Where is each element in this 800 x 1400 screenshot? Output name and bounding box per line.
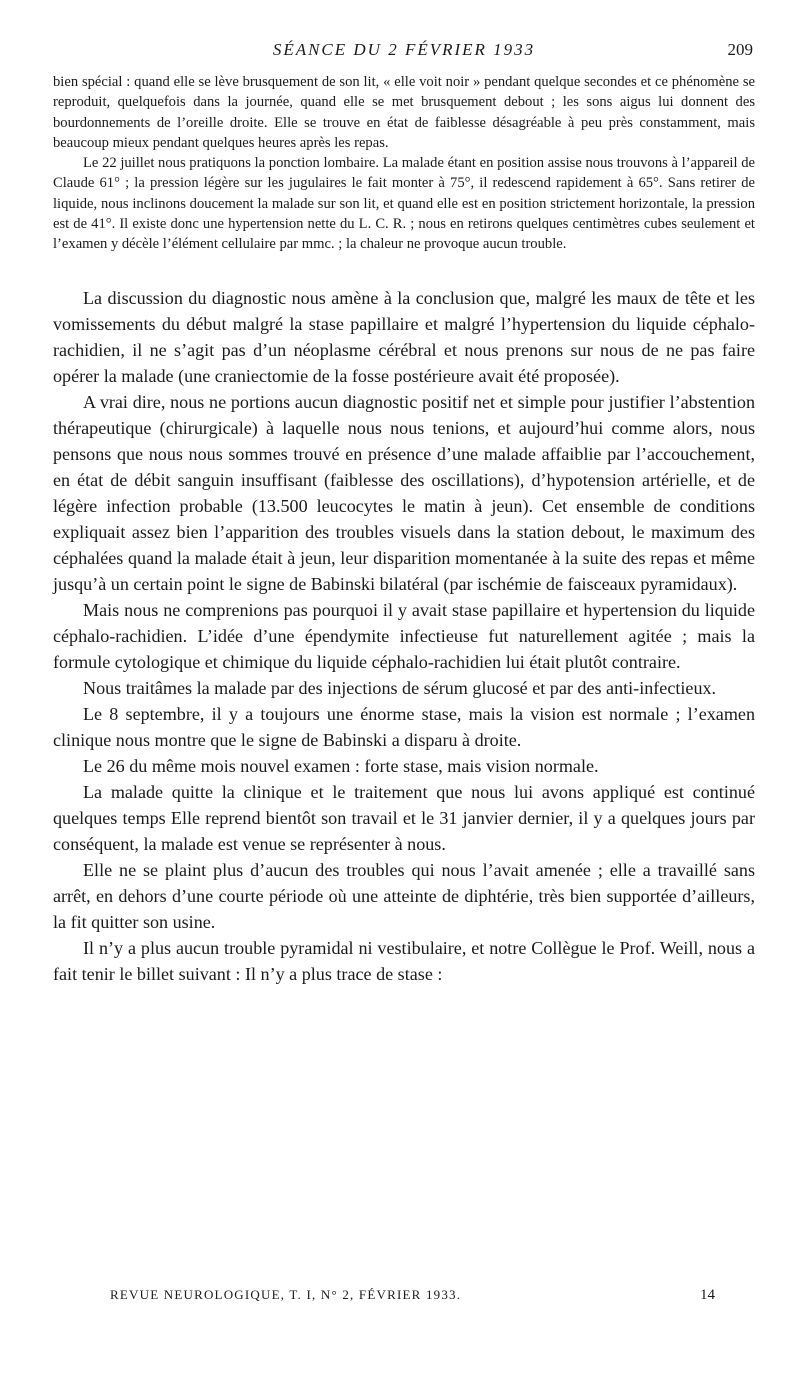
page-number: 209 [727, 40, 753, 59]
page [53, 40, 755, 1360]
discussion-text [53, 285, 755, 987]
body-paragraph: A vrai dire, nous ne portions aucun diagnostic positif net et simple pour justifier l’abstention thérapeutique (chirurgicale) à laquelle nous nous tenions, et aujourd’hui comme alors, nous pensons que nous nous sommes trouvé en présence d’une malade affaiblie par l’accouchement, en état de débit sanguin insuffisant (faiblesse des oscillations), d’hypotension artérielle, et de légère infection probable (13.500 leucocytes le matin à jeun). Cet ensemble de conditions expliquait assez bien l’apparition des troubles visuels dans la station debout, le maximum des céphalées quand la malade était à jeun, leur disparition momentanée à la suite des repas et même jusqu’à un certain point le signe de Babinski bilatéral (par ischémie de faisceaux pyramidaux). [53, 391, 755, 594]
journal-reference: REVUE NEUROLOGIQUE, T. I, N° 2, FÉVRIER 1933. [110, 1287, 462, 1302]
running-title: SÉANCE DU 2 FÉVRIER 1933 [272, 40, 536, 59]
body-paragraph: Le 8 septembre, il y a toujours une énorme stase, mais la vision est normale ; l’examen clinique nous montre que le signe de Babinski a disparu à droite. [53, 703, 755, 750]
case-notes [53, 72, 755, 255]
body-paragraph: Elle ne se plaint plus d’aucun des troubles qui nous l’avait amenée ; elle a travaillé sans arrêt, en dehors d’une courte période où une atteinte de diphtérie, très bien supportée d’ailleurs, la fit quitter son usine. [53, 859, 755, 932]
body-paragraph: Il n’y a plus aucun trouble pyramidal ni vestibulaire, et notre Collègue le Prof. Weill, nous a fait tenir le billet suivant : Il n’y a plus trace de stase : [53, 937, 755, 984]
case-note-paragraph: bien spécial : quand elle se lève brusquement de son lit, « elle voit noir » pendant quelque secondes et ce phénomène se reproduit, quelquefois dans la journée, quand elle se met brusquement debout ; les sons aigus lui donnent des bourdonnements de l’oreille droite. Elle se trouve en état de faiblesse désagréable à peu près constamment, mais beaucoup mieux pendant quelques heures après les repas. [53, 74, 755, 151]
body-paragraph: Le 26 du même mois nouvel examen : forte stase, mais vision normale. [83, 755, 599, 776]
body-paragraph: Mais nous ne comprenions pas pourquoi il y avait stase papillaire et hypertension du liquide céphalo-rachidien. L’idée d’une épendymite infectieuse fut naturellement agitée ; mais la formule cytologique et chimique du liquide céphalo-rachidien lui était plutôt contraire. [53, 599, 755, 672]
body-paragraph: Nous traitâmes la malade par des injections de sérum glucosé et par des anti-infectieux. [83, 677, 717, 698]
case-note-paragraph: Le 22 juillet nous pratiquons la ponction lombaire. La malade étant en position assise nous trouvons à l’appareil de Claude 61° ; la pression légère sur les jugulaires le fait monter à 75°, il redescend rapidement à 65°. Sans retirer de liquide, nous inclinons doucement la malade sur son lit, et quand elle est en position strictement horizontale, la pression est de 41°. Il existe donc une hypertension nette du L. C. R. ; nous en retirons quelques centimètres cubes seulement et l’examen y décèle l’élément cellulaire par mmc. ; la chaleur ne provoque aucun trouble. [53, 155, 755, 253]
body-paragraph: La malade quitte la clinique et le traitement que nous lui avons appliqué est continué quelques temps Elle reprend bientôt son travail et le 31 janvier dernier, il y a quelques jours par conséquent, la malade est venue se représenter à nous. [53, 781, 755, 854]
sheet-number: 14 [700, 1287, 715, 1303]
running-header [53, 40, 755, 70]
body-paragraph: La discussion du diagnostic nous amène à la conclusion que, malgré les maux de tête et les vomissements du début malgré la stase papillaire et malgré l’hypertension du liquide céphalo-rachidien, il ne s’agit pas d’un néoplasme cérébral et nous prenons sur nous de ne pas faire opérer la malade (une craniectomie de la fosse postérieure avait été proposée). [53, 287, 755, 386]
